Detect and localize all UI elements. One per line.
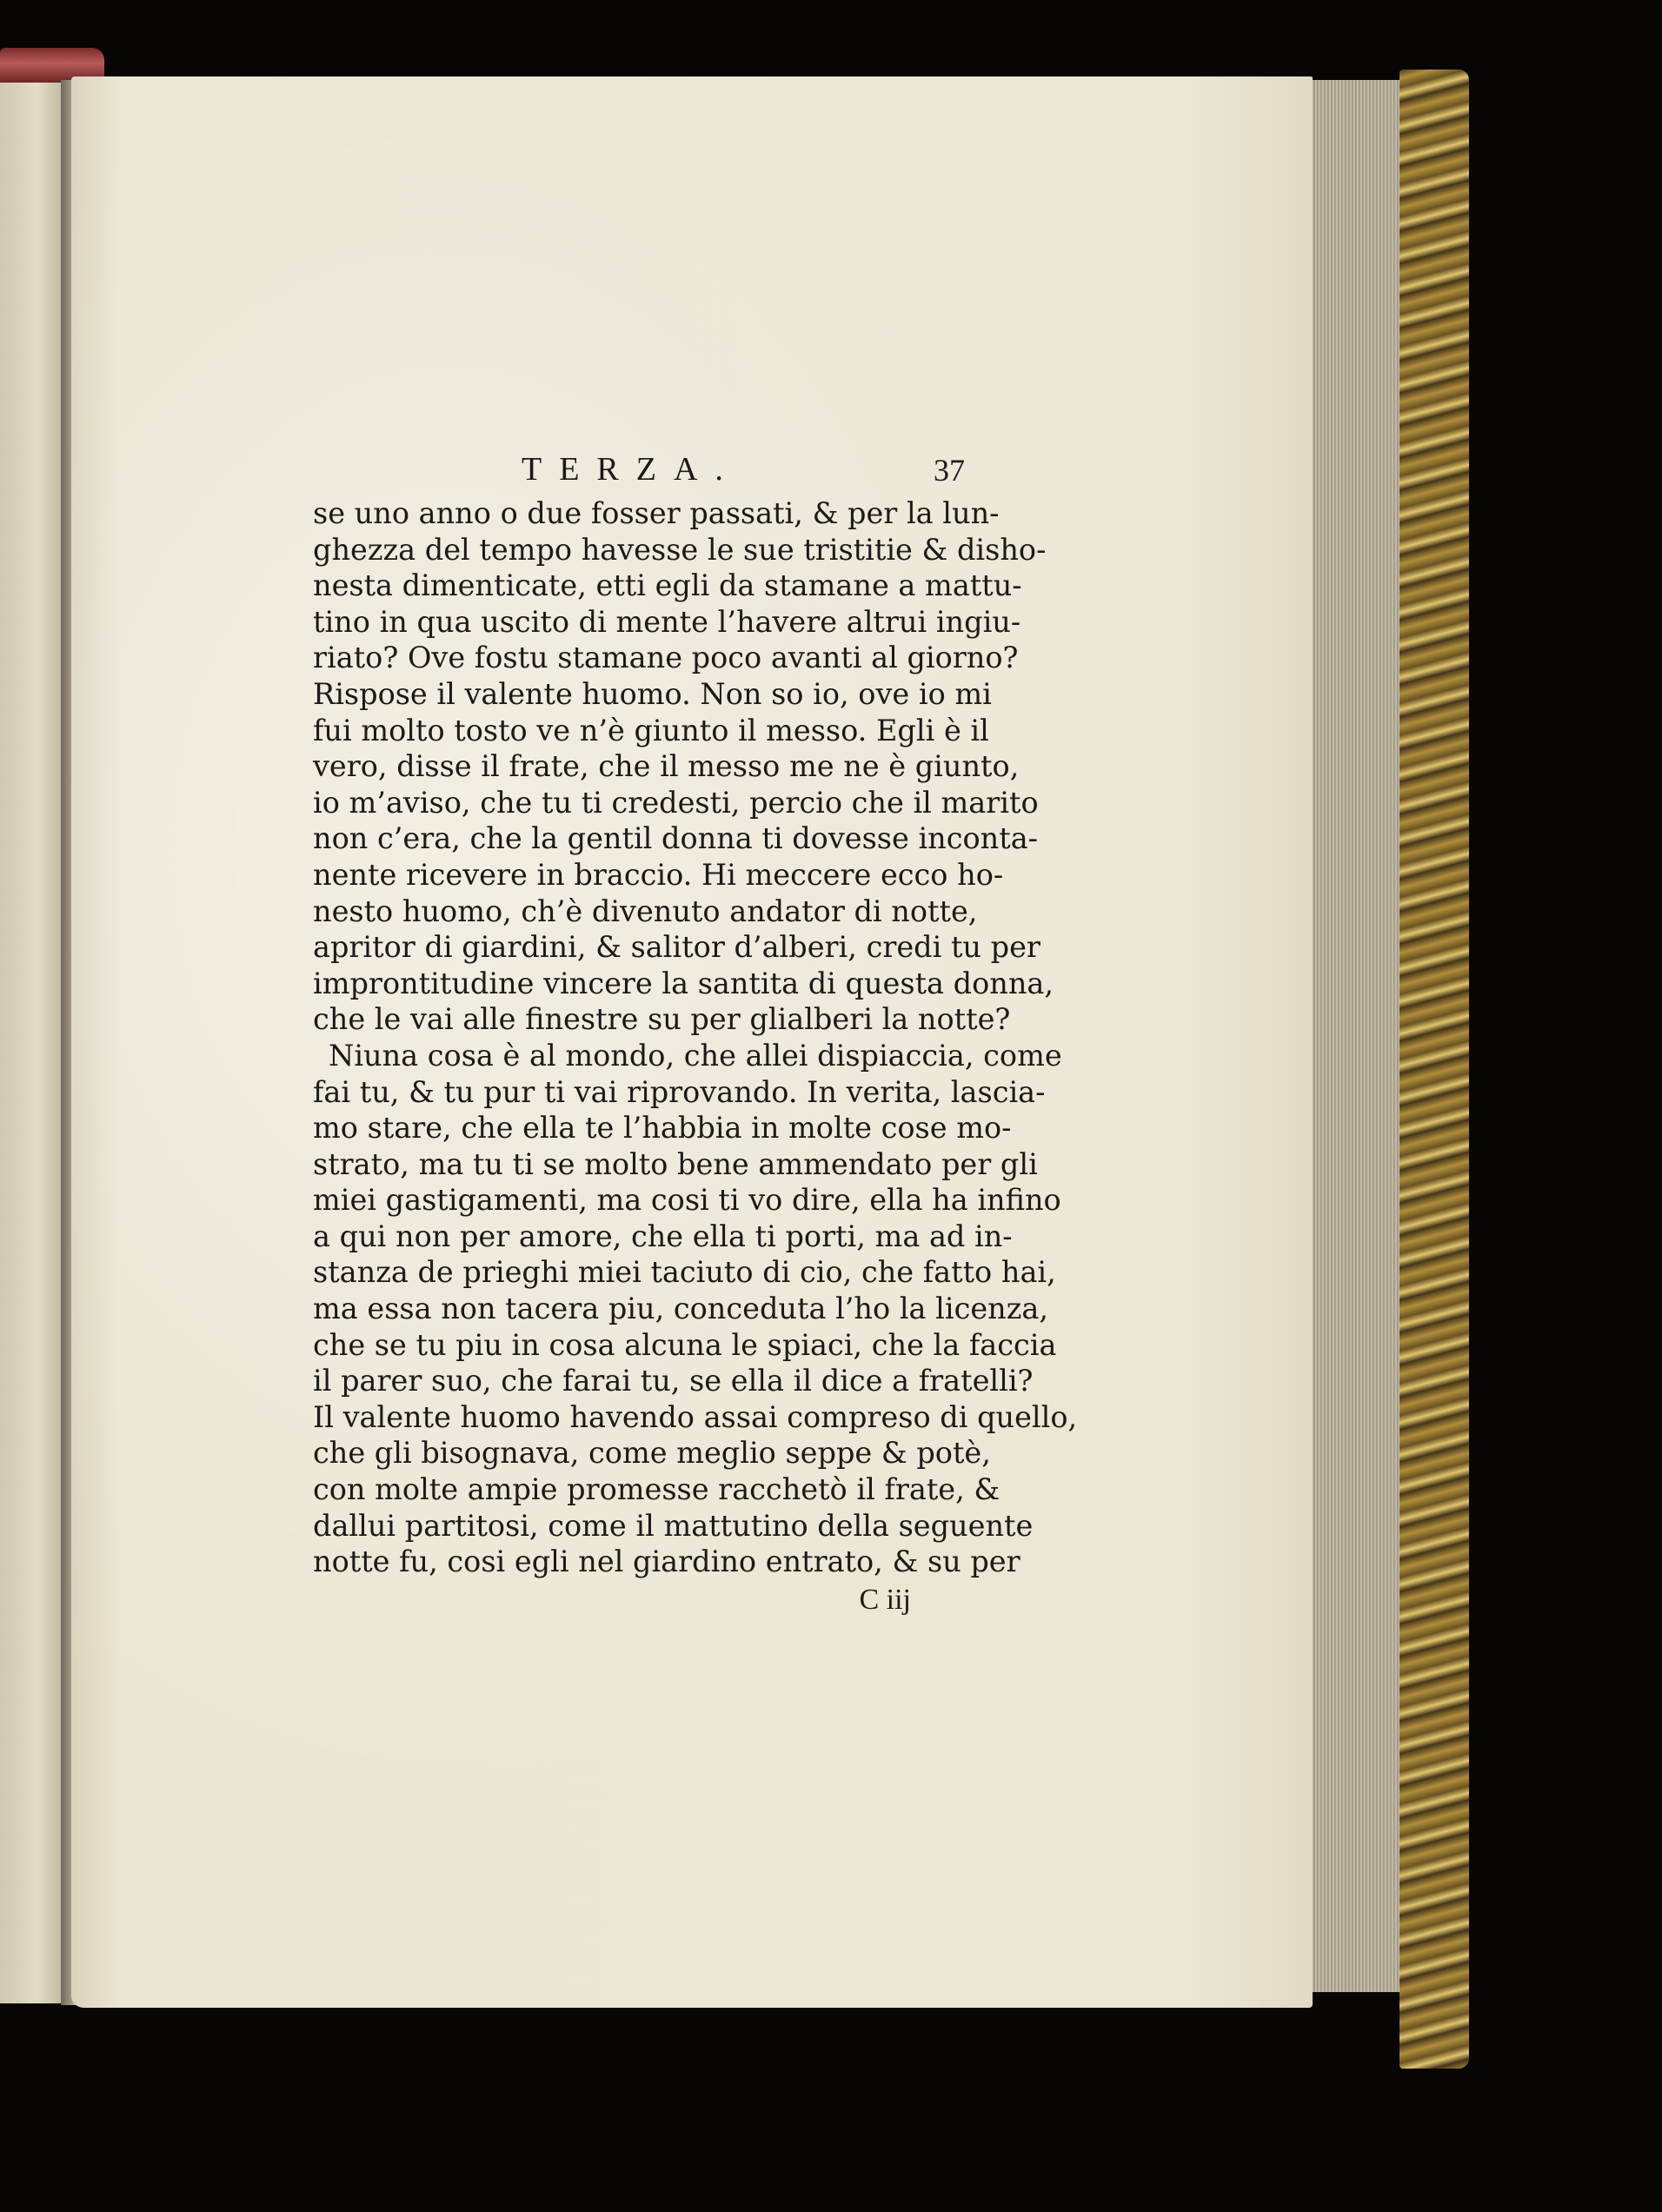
text-line: apritor di giardini, & salitor d’alberi, credi tu per	[313, 930, 1040, 965]
text-line: non c’era, che la gentil donna ti dovesse inconta-	[313, 821, 1038, 856]
text-line: il parer suo, che farai tu, se ella il dice a fratelli?	[313, 1364, 1034, 1398]
text-block	[313, 443, 1078, 1622]
text-line: vero, disse il frate, che il messo me ne è giunto,	[313, 749, 1020, 784]
left-page-edge	[0, 83, 68, 2003]
page-header	[313, 443, 974, 495]
text-line: nesto huomo, ch’è divenuto andator di notte,	[313, 893, 978, 928]
text-line: stanza de prieghi miei taciuto di cio, che fatto hai,	[313, 1255, 1056, 1290]
text-line: ghezza del tempo havesse le sue tristitie & disho-	[313, 532, 1047, 567]
text-line: con molte ampie promesse racchetò il frate, &	[313, 1472, 1001, 1507]
text-line: che gli bisognava, come meglio seppe & potè,	[313, 1436, 991, 1471]
text-line: che le vai alle finestre su per glialberi la notte?	[313, 1002, 1011, 1037]
gilt-cover-edge	[1399, 70, 1469, 2069]
text-line: notte fu, cosi egli nel giardino entrato, & su per	[313, 1544, 1020, 1579]
text-line: se uno anno o due fosser passati, & per la lun-	[313, 496, 1000, 530]
text-line: tino in qua uscito di mente l’havere altrui ingiu-	[313, 604, 1021, 639]
text-line: Niuna cosa è al mondo, che allei dispiaccia, come	[329, 1038, 1062, 1073]
text-line: dallui partitosi, come il mattutino della seguente	[313, 1508, 1034, 1543]
running-head: TERZA.	[522, 451, 741, 488]
body-text	[313, 495, 1078, 1580]
signature-mark-row	[313, 1580, 974, 1622]
text-line: ma essa non tacera piu, conceduta l’ho la licenza,	[313, 1292, 1049, 1326]
text-line: nesta dimenticate, etti egli da stamane a mattu-	[313, 568, 1022, 603]
text-line: a qui non per amore, che ella ti porti, ma ad in-	[313, 1219, 1013, 1253]
signature-mark: C iij	[859, 1583, 911, 1616]
text-line: nente ricevere in braccio. Hi meccere ecco ho-	[313, 857, 1004, 892]
text-line: che se tu piu in cosa alcuna le spiaci, che la faccia	[313, 1327, 1057, 1362]
text-line: io m’aviso, che tu ti credesti, percio che il marito	[313, 785, 1039, 820]
text-line: strato, ma tu ti se molto bene ammendato per gli	[313, 1146, 1038, 1181]
text-line: riato? Ove fostu stamane poco avanti al giorno?	[313, 641, 1019, 675]
text-line: fai tu, & tu pur ti vai riprovando. In verita, lascia-	[313, 1074, 1046, 1109]
text-line: fui molto tosto ve n’è giunto il messo. Egli è il	[313, 713, 989, 747]
text-line: improntitudine vincere la santita di questa donna,	[313, 966, 1054, 1000]
text-line: miei gastigamenti, ma cosi ti vo dire, ella ha infino	[313, 1183, 1061, 1218]
page-number: 37	[934, 453, 965, 488]
text-line: mo stare, che ella te l’habbia in molte cose mo-	[313, 1111, 1012, 1146]
text-line: Il valente huomo havendo assai compreso di quello,	[313, 1399, 1078, 1434]
page-block-fore-edge	[1311, 80, 1406, 1992]
text-line: Rispose il valente huomo. Non so io, ove io mi	[313, 676, 992, 711]
